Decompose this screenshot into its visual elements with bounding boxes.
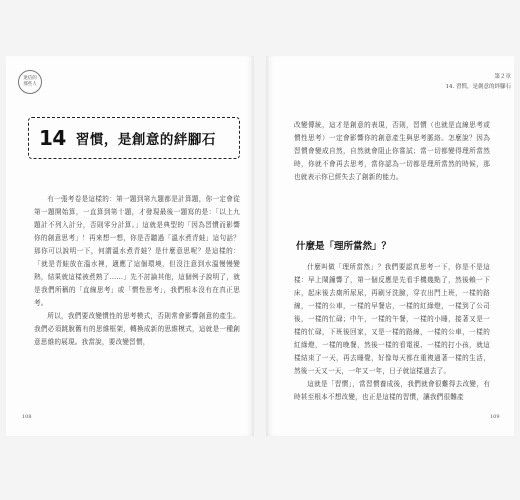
paragraph: 什麼叫做「理所當然」？我們要認真思考一下，你是不是這樣：早上鬧鐘響了，第一個反應是先看手機幾點了，然後賴一下床，起床後去廁所尿尿，再刷牙洗臉，穿衣出門上班，一樣的路線，一樣的公車，一樣的早餐店，一樣的紅綠燈，一樣到了公司後，一樣的忙碌；中午，一樣的午餐，一樣的小睡，接著又是一樣的忙碌，下班後回家，又是一樣的路線，一樣的公車，一樣的紅綠燈，一樣的晚餐，然後一樣的看電視、一樣的打小孩，就這樣結束了一天，再去睡覺，好像每天都在重複過著一樣的生活，然後一天又一天，一年又一年，日子就這樣過去了。	[294, 263, 490, 375]
paragraph: 所以，我們要改變慣性的思考模式，否則常會影響創意的產生。我們必須跳脫舊有的思維框架，轉換成新的思維模式，這就是一種創意思維的展現。我當說，要改變習慣，	[34, 312, 240, 346]
right-body-text-bottom	[294, 261, 490, 404]
paragraph: 有一張考卷是這樣的：第一題到第九題都是計算題，你一定會從第一題開始算，一直算到第十題，才發現最後一題寫的是：「以上九題計不列入計分，否則零分計算。」這就是典型的「因為習慣而影響你的創意思考」！再來想一想，你是否聽過「溫水煮青蛙」這句話？那你可以說明一下，何謂溫水煮青蛙？是什麼意思呢？是這樣的：「就是青蛙放在溫水裡，適應了這個環境，但沒注意到水溫慢慢變熱，結果就這樣被煮熟了……」先不討論其他，這個例子說明了，就是我們所稱的「直線思考」或「慣性思考」，我們根本沒有在真正思考。	[34, 195, 240, 307]
right-body-text-top	[294, 119, 490, 184]
badge-line: 那些人	[23, 82, 37, 87]
chapter-title: 習慣，是創意的絆腳石	[75, 132, 216, 148]
page-number-right: 109	[490, 414, 500, 420]
page-number-left: 108	[22, 414, 32, 420]
paragraph: 改變傳統，這才是創意的表現，否則，習慣（也就是直線思考或慣性思考）一定會影響你的創意產生與思考脈絡。怎麼說？因為習慣會變成自然，自然就會阻止你嘗試；當一切都變得理所當然時，你就不會再去思考，當你認為一切都是理所當然的時候，那也就表示你已經失去了創新的能力。	[294, 121, 490, 181]
chapter-number: 14	[39, 126, 66, 150]
chapter-title-frame	[28, 117, 240, 159]
running-head-chapter: 第２章	[494, 74, 511, 80]
running-head	[266, 72, 511, 90]
running-head-title: 14. 習慣，是創意的絆腳石	[445, 84, 511, 90]
badge-line: 迷信的	[23, 76, 37, 81]
section-heading: 什麼是「理所當然」？	[296, 241, 392, 252]
paragraph: 這就是「習慣」，當習慣養成後，我們就會很難得去改變，有時甚至根本不想改變，也正是這樣的習慣，讓我們很難產	[294, 380, 490, 401]
left-body-text	[34, 193, 240, 349]
series-badge	[18, 70, 42, 94]
